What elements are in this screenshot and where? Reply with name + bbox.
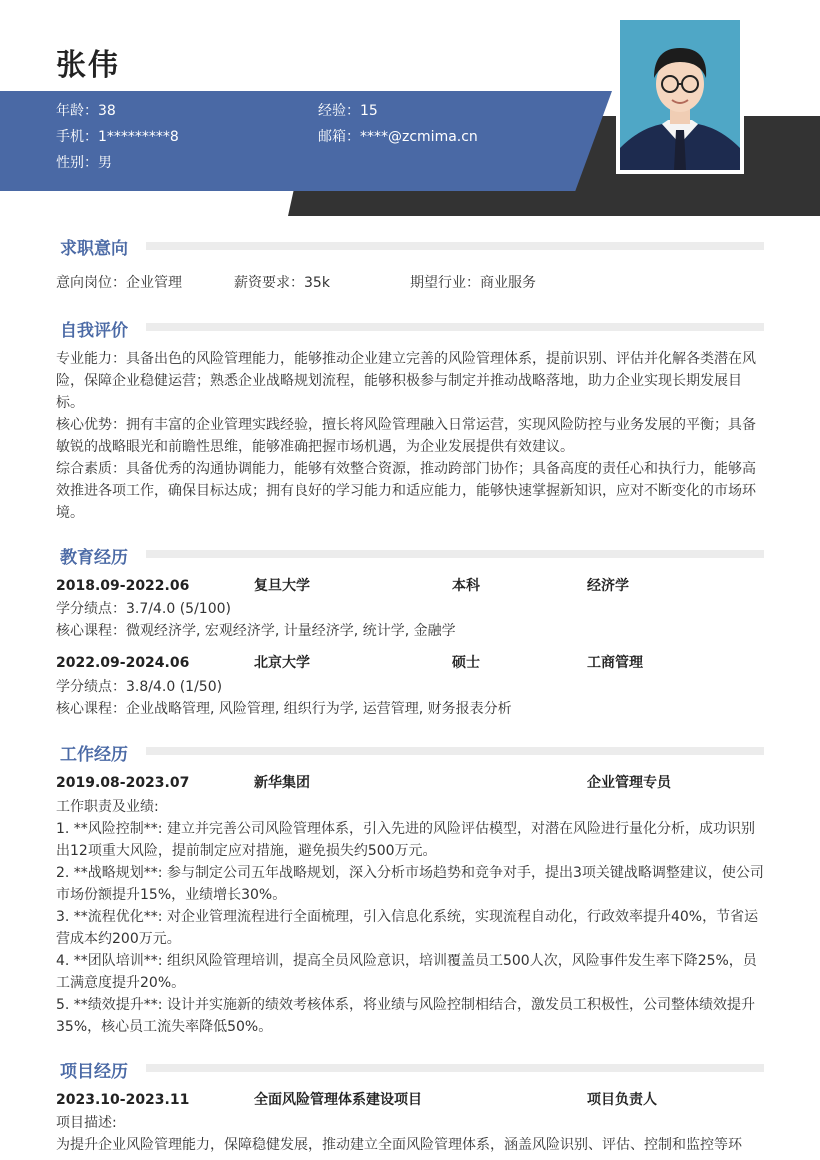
phone-field: 手机：1*********8 [56,129,179,145]
edu-period: 2022.09-2024.06 [56,655,190,671]
project-period: 2023.10-2023.11 [56,1092,190,1108]
project-name: 全面风险管理体系建设项目 [254,1092,422,1108]
section-title-education: 教育经历 [60,548,128,568]
edu-school: 复旦大学 [254,578,310,594]
work-line: 4. **团队培训**: 组织风险管理培训，提高全员风险意识，培训覆盖员工500人次，风险事件发生率下降25%，员工满意度提升20%。 [56,953,757,991]
section-title-self-eval: 自我评价 [60,321,128,341]
work-line: 3. **流程优化**: 对企业管理流程进行全面梳理，引入信息化系统，实现流程自动化，行政效率提升40%，节省运营成本约200万元。 [56,909,759,947]
edu-courses: 核心课程：企业战略管理, 风险管理, 组织行为学, 运营管理, 财务报表分析 [56,701,512,717]
salary-expectation: 薪资要求：35k [234,275,330,291]
project-description: 为提升企业风险管理能力，保障稳健发展，推动建立全面风险管理体系，涵盖风险识别、评估、控制和监控等环 [56,1137,742,1153]
work-role: 企业管理专员 [587,775,671,791]
age-field: 年龄：38 [56,103,116,119]
section-divider [146,323,764,331]
edu-school: 北京大学 [254,655,310,671]
self-eval-paragraph: 综合素质：具备优秀的沟通协调能力，能够有效整合资源，推动跨部门协作；具备高度的责任心和执行力，能够高效推进各项工作，确保目标达成；拥有良好的学习能力和适应能力，能够快速掌握新知识，应对不断变化的市场环境。 [56,461,756,521]
edu-major: 工商管理 [587,655,643,671]
edu-degree: 本科 [452,578,480,594]
experience-field: 经验：15 [318,103,378,119]
edu-degree: 硕士 [452,655,480,671]
work-line: 2. **战略规划**: 参与制定公司五年战略规划，深入分析市场趋势和竞争对手，提出3项关键战略调整建议，使公司市场份额提升15%，业绩增长30%。 [56,865,764,903]
section-title-project: 项目经历 [60,1062,128,1082]
expected-industry: 期望行业：商业服务 [410,275,536,291]
gender-field: 性别：男 [56,155,112,171]
work-company: 新华集团 [254,775,310,791]
work-line: 5. **绩效提升**: 设计并实施新的绩效考核体系，将业绩与风险控制相结合，激发员工积极性，公司整体绩效提升35%，核心员工流失率降低50%。 [56,997,755,1035]
self-eval-paragraph: 核心优势：拥有丰富的企业管理实践经验，擅长将风险管理融入日常运营，实现风险防控与业务发展的平衡；具备敏锐的战略眼光和前瞻性思维，能够准确把握市场机遇，为企业发展提供有效建议。 [56,417,756,455]
work-period: 2019.08-2023.07 [56,775,190,791]
self-eval-body [56,348,766,524]
email-field: 邮箱：****@zcmima.cn [318,129,478,145]
edu-gpa: 学分绩点：3.8/4.0 (1/50) [56,679,223,695]
project-heading: 项目描述: [56,1115,117,1131]
section-divider [146,242,764,250]
intended-position: 意向岗位：企业管理 [56,275,182,291]
section-title-intention: 求职意向 [60,239,128,259]
resume-header [0,0,820,216]
section-divider [146,1064,764,1072]
section-title-work: 工作经历 [60,745,128,765]
edu-major: 经济学 [587,578,629,594]
profile-photo-frame [616,16,744,174]
edu-courses: 核心课程：微观经济学, 宏观经济学, 计量经济学, 统计学, 金融学 [56,623,456,639]
edu-period: 2018.09-2022.06 [56,578,190,594]
self-eval-paragraph: 专业能力：具备出色的风险管理能力，能够推动企业建立完善的风险管理体系，提前识别、评估并化解各类潜在风险，保障企业稳健运营；熟悉企业战略规划流程，能够积极参与制定并推动战略落地，助力企业实现长期发展目标。 [56,351,756,411]
portrait-image [620,20,740,170]
profile-photo [620,20,740,170]
work-line: 1. **风险控制**: 建立并完善公司风险管理体系，引入先进的风险评估模型，对潜在风险进行量化分析，成功识别出12项重大风险，提前制定应对措施，避免损失约500万元。 [56,821,755,859]
work-heading: 工作职责及业绩: [56,799,159,815]
section-divider [146,550,764,558]
edu-gpa: 学分绩点：3.7/4.0 (5/100) [56,601,231,617]
project-role: 项目负责人 [587,1092,657,1108]
work-body [56,796,766,1038]
section-divider [146,747,764,755]
person-name: 张伟 [56,48,120,83]
